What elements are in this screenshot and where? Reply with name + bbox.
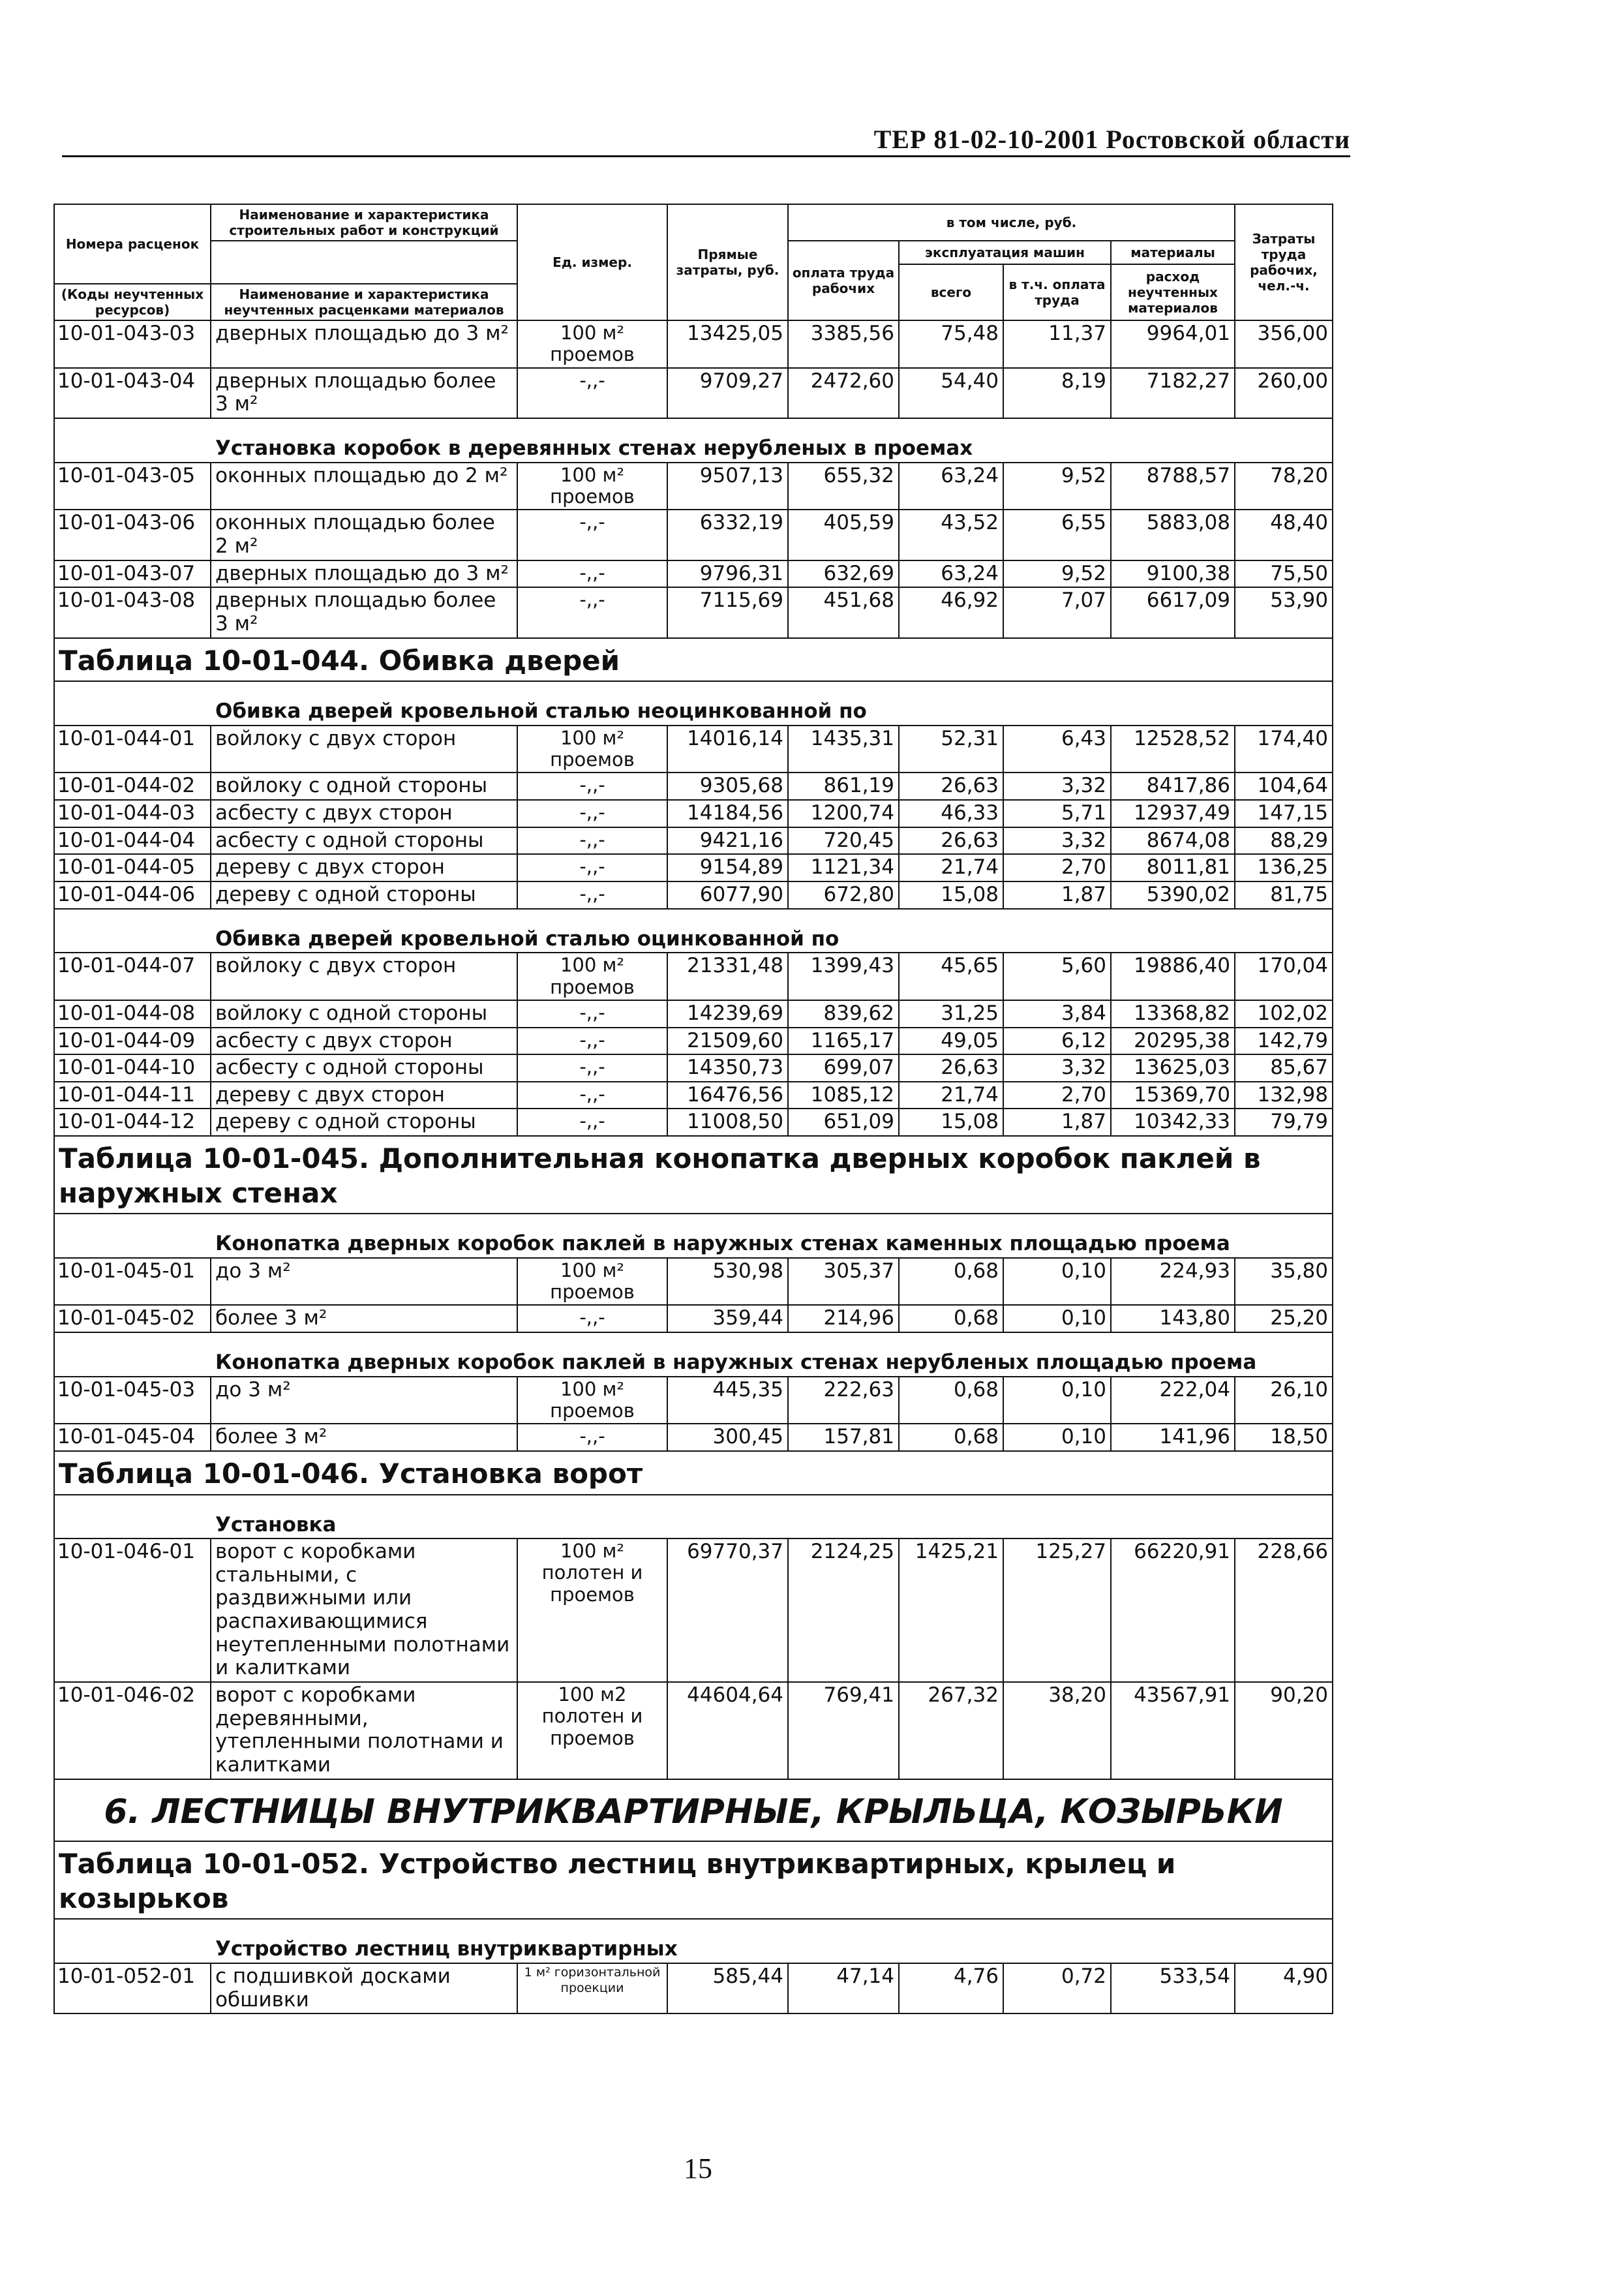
section-heading: [54, 681, 1333, 726]
machines-labor: 38,20: [1003, 1682, 1111, 1779]
machines-total: 21,74: [899, 854, 1003, 881]
materials-cost: 224,93: [1111, 1258, 1235, 1306]
direct-cost: 69770,37: [667, 1538, 788, 1682]
labor-cost: 405,59: [788, 510, 899, 560]
labor-hours: 142,79: [1235, 1028, 1333, 1055]
work-name: дверных площадью до 3 м²: [211, 320, 517, 368]
chapter-title: [54, 1779, 1333, 1842]
rate-code: 10-01-043-07: [54, 560, 211, 588]
unit: -,,-: [517, 1082, 667, 1109]
materials-cost: 13368,82: [1111, 1000, 1235, 1028]
materials-cost: 20295,38: [1111, 1028, 1235, 1055]
work-name: дверных площадью более 3 м²: [211, 368, 517, 418]
header-labor: оплата труда рабочих: [788, 241, 899, 320]
labor-hours: 78,20: [1235, 463, 1333, 510]
unit: 100 м² полотен и проемов: [517, 1538, 667, 1682]
table-row: [54, 800, 1333, 827]
work-name: ворот с коробками стальными, с раздвижными или распахивающимися неутепленными полотнами и калитками: [211, 1538, 517, 1682]
direct-cost: 11008,50: [667, 1109, 788, 1136]
materials-cost: 9964,01: [1111, 320, 1235, 368]
section-heading-text: Установка коробок в деревянных стенах нерубленых в проемах: [54, 418, 1333, 463]
labor-cost: 839,62: [788, 1000, 899, 1028]
table-row: [54, 587, 1333, 637]
materials-cost: 5390,02: [1111, 881, 1235, 909]
document-header-title: ТЕР 81-02-10-2001 Ростовской области: [873, 125, 1350, 154]
rate-code: 10-01-044-08: [54, 1000, 211, 1028]
machines-labor: 3,32: [1003, 1054, 1111, 1082]
header-code: [54, 204, 211, 284]
rate-code: 10-01-045-03: [54, 1377, 211, 1424]
machines-total: 49,05: [899, 1028, 1003, 1055]
machines-labor: 0,10: [1003, 1305, 1111, 1332]
header-rule: [62, 155, 1350, 157]
table-row: [54, 1377, 1333, 1424]
labor-cost: 214,96: [788, 1305, 899, 1332]
unit: -,,-: [517, 827, 667, 855]
work-name: дереву с двух сторон: [211, 1082, 517, 1109]
materials-cost: 12528,52: [1111, 726, 1235, 773]
machines-labor: 0,10: [1003, 1424, 1111, 1451]
table-row: [54, 1305, 1333, 1332]
table-row: [54, 1538, 1333, 1682]
materials-cost: 12937,49: [1111, 800, 1235, 827]
work-name: войлоку с двух сторон: [211, 726, 517, 773]
unit: 100 м2 полотен и проемов: [517, 1682, 667, 1779]
labor-hours: 75,50: [1235, 560, 1333, 588]
direct-cost: 9305,68: [667, 773, 788, 800]
materials-cost: 5883,08: [1111, 510, 1235, 560]
machines-labor: 2,70: [1003, 854, 1111, 881]
machines-total: 0,68: [899, 1258, 1003, 1306]
rate-code: 10-01-043-03: [54, 320, 211, 368]
unit: 100 м² проемов: [517, 463, 667, 510]
rate-code: 10-01-044-01: [54, 726, 211, 773]
machines-labor: 7,07: [1003, 587, 1111, 637]
materials-cost: 8011,81: [1111, 854, 1235, 881]
labor-hours: 26,10: [1235, 1377, 1333, 1424]
labor-hours: 170,04: [1235, 953, 1333, 1000]
header-machines-total: всего: [899, 264, 1003, 320]
table-row: [54, 726, 1333, 773]
machines-labor: 0,10: [1003, 1377, 1111, 1424]
work-name: оконных площадью более 2 м²: [211, 510, 517, 560]
section-heading-text: Установка: [54, 1495, 1333, 1539]
direct-cost: 14350,73: [667, 1054, 788, 1082]
materials-cost: 9100,38: [1111, 560, 1235, 588]
table-row: [54, 1424, 1333, 1451]
table-title: [54, 1136, 1333, 1214]
table-row: [54, 510, 1333, 560]
materials-cost: 10342,33: [1111, 1109, 1235, 1136]
labor-cost: 305,37: [788, 1258, 899, 1306]
rate-code: 10-01-044-05: [54, 854, 211, 881]
machines-total: 1425,21: [899, 1538, 1003, 1682]
machines-labor: 8,19: [1003, 368, 1111, 418]
table-row: [54, 1000, 1333, 1028]
materials-cost: 6617,09: [1111, 587, 1235, 637]
section-heading-text: Устройство лестниц внутриквартирных: [54, 1919, 1333, 1963]
labor-cost: 222,63: [788, 1377, 899, 1424]
labor-hours: 81,75: [1235, 881, 1333, 909]
table-title: [54, 638, 1333, 682]
table-title-text: Таблица 10-01-044. Обивка дверей: [54, 638, 1333, 682]
section-heading-text: Обивка дверей кровельной сталью оцинкованной по: [54, 909, 1333, 953]
table-row: [54, 1054, 1333, 1082]
rate-code: 10-01-044-02: [54, 773, 211, 800]
labor-hours: 4,90: [1235, 1963, 1333, 2013]
work-name: с подшивкой досками обшивки: [211, 1963, 517, 2013]
labor-cost: 672,80: [788, 881, 899, 909]
unit: 100 м² проемов: [517, 320, 667, 368]
labor-cost: 1399,43: [788, 953, 899, 1000]
direct-cost: 16476,56: [667, 1082, 788, 1109]
direct-cost: 21509,60: [667, 1028, 788, 1055]
section-heading: [54, 1919, 1333, 1963]
labor-cost: 651,09: [788, 1109, 899, 1136]
machines-labor: 125,27: [1003, 1538, 1111, 1682]
labor-cost: 632,69: [788, 560, 899, 588]
section-heading: [54, 1214, 1333, 1258]
machines-total: 0,68: [899, 1424, 1003, 1451]
header-code-bottom: (Коды неучтенных ресурсов): [54, 284, 211, 320]
direct-cost: 44604,64: [667, 1682, 788, 1779]
table-title: [54, 1841, 1333, 1919]
rate-code: 10-01-043-08: [54, 587, 211, 637]
rate-code: 10-01-044-09: [54, 1028, 211, 1055]
table-row: [54, 1109, 1333, 1136]
work-name: дереву с двух сторон: [211, 854, 517, 881]
materials-cost: 8674,08: [1111, 827, 1235, 855]
labor-cost: 1085,12: [788, 1082, 899, 1109]
unit: 1 м² горизонтальной проекции: [517, 1963, 667, 2013]
unit: -,,-: [517, 368, 667, 418]
machines-labor: 11,37: [1003, 320, 1111, 368]
machines-labor: 0,72: [1003, 1963, 1111, 2013]
unit: 100 м² проемов: [517, 1377, 667, 1424]
machines-labor: 5,71: [1003, 800, 1111, 827]
machines-labor: 1,87: [1003, 1109, 1111, 1136]
machines-labor: 3,84: [1003, 1000, 1111, 1028]
direct-cost: 14239,69: [667, 1000, 788, 1028]
unit: -,,-: [517, 881, 667, 909]
header-name-top-cont: [211, 241, 517, 284]
labor-cost: 3385,56: [788, 320, 899, 368]
labor-cost: 157,81: [788, 1424, 899, 1451]
rate-code: 10-01-045-01: [54, 1258, 211, 1306]
table-row: [54, 1682, 1333, 1779]
machines-total: 63,24: [899, 463, 1003, 510]
rate-code: 10-01-043-04: [54, 368, 211, 418]
labor-hours: 79,79: [1235, 1109, 1333, 1136]
header-name-bottom: Наименование и характеристика неучтенных расценками материалов: [211, 284, 517, 320]
machines-labor: 3,32: [1003, 773, 1111, 800]
labor-hours: 18,50: [1235, 1424, 1333, 1451]
rate-code: 10-01-043-05: [54, 463, 211, 510]
table-row: [54, 773, 1333, 800]
section-heading-text: Конопатка дверных коробок паклей в наружных стенах нерубленых площадью проема: [54, 1332, 1333, 1377]
unit: -,,-: [517, 560, 667, 588]
labor-hours: 136,25: [1235, 854, 1333, 881]
work-name: асбесту с двух сторон: [211, 800, 517, 827]
direct-cost: 6332,19: [667, 510, 788, 560]
work-name: дверных площадью более 3 м²: [211, 587, 517, 637]
machines-total: 26,63: [899, 827, 1003, 855]
direct-cost: 6077,90: [667, 881, 788, 909]
materials-cost: 533,54: [1111, 1963, 1235, 2013]
machines-total: 31,25: [899, 1000, 1003, 1028]
work-name: оконных площадью до 2 м²: [211, 463, 517, 510]
labor-hours: 53,90: [1235, 587, 1333, 637]
work-name: войлоку с одной стороны: [211, 773, 517, 800]
materials-cost: 222,04: [1111, 1377, 1235, 1424]
machines-total: 54,40: [899, 368, 1003, 418]
labor-hours: 102,02: [1235, 1000, 1333, 1028]
unit: -,,-: [517, 587, 667, 637]
header-machines-labor: в т.ч. оплата труда: [1003, 264, 1111, 320]
table-row: [54, 827, 1333, 855]
table-row: [54, 1028, 1333, 1055]
work-name: асбесту с одной стороны: [211, 827, 517, 855]
table-row: [54, 953, 1333, 1000]
machines-labor: 6,55: [1003, 510, 1111, 560]
materials-cost: 43567,91: [1111, 1682, 1235, 1779]
labor-hours: 104,64: [1235, 773, 1333, 800]
header-unit: Ед. измер.: [517, 204, 667, 320]
rate-code: 10-01-044-03: [54, 800, 211, 827]
header-materials: материалы: [1111, 241, 1235, 264]
unit: -,,-: [517, 1000, 667, 1028]
machines-labor: 3,32: [1003, 827, 1111, 855]
direct-cost: 300,45: [667, 1424, 788, 1451]
table-row: [54, 320, 1333, 368]
materials-cost: 19886,40: [1111, 953, 1235, 1000]
table-row: [54, 368, 1333, 418]
page-number: 15: [684, 2152, 712, 2184]
materials-cost: 8417,86: [1111, 773, 1235, 800]
machines-total: 75,48: [899, 320, 1003, 368]
header-machines: эксплуатация машин: [899, 241, 1111, 264]
table-row: [54, 560, 1333, 588]
section-heading: [54, 909, 1333, 953]
header-incl: в том числе, руб.: [788, 204, 1235, 241]
unit: -,,-: [517, 1109, 667, 1136]
machines-total: 0,68: [899, 1305, 1003, 1332]
direct-cost: 9154,89: [667, 854, 788, 881]
direct-cost: 359,44: [667, 1305, 788, 1332]
rate-code: 10-01-044-12: [54, 1109, 211, 1136]
direct-cost: 9796,31: [667, 560, 788, 588]
machines-labor: 6,12: [1003, 1028, 1111, 1055]
materials-cost: 141,96: [1111, 1424, 1235, 1451]
machines-labor: 9,52: [1003, 463, 1111, 510]
table-row: [54, 1963, 1333, 2013]
header-code-top: Номера расценок: [65, 236, 200, 252]
rate-code: 10-01-044-10: [54, 1054, 211, 1082]
work-name: более 3 м²: [211, 1305, 517, 1332]
labor-cost: 699,07: [788, 1054, 899, 1082]
machines-labor: 5,60: [1003, 953, 1111, 1000]
work-name: дверных площадью до 3 м²: [211, 560, 517, 588]
unit: -,,-: [517, 800, 667, 827]
unit: -,,-: [517, 510, 667, 560]
rate-code: 10-01-043-06: [54, 510, 211, 560]
work-name: до 3 м²: [211, 1377, 517, 1424]
labor-cost: 2472,60: [788, 368, 899, 418]
section-heading: [54, 418, 1333, 463]
table-title-text: Таблица 10-01-052. Устройство лестниц внутриквартирных, крылец и козырьков: [54, 1841, 1333, 1919]
materials-cost: 143,80: [1111, 1305, 1235, 1332]
rate-code: 10-01-044-11: [54, 1082, 211, 1109]
labor-hours: 132,98: [1235, 1082, 1333, 1109]
labor-cost: 655,32: [788, 463, 899, 510]
rate-code: 10-01-044-04: [54, 827, 211, 855]
table-row: [54, 1258, 1333, 1306]
machines-total: 46,33: [899, 800, 1003, 827]
machines-total: 45,65: [899, 953, 1003, 1000]
rate-code: 10-01-045-04: [54, 1424, 211, 1451]
work-name: ворот с коробками деревянными, утепленными полотнами и калитками: [211, 1682, 517, 1779]
table-title-text: Таблица 10-01-046. Установка ворот: [54, 1451, 1333, 1495]
work-name: дереву с одной стороны: [211, 1109, 517, 1136]
machines-labor: 6,43: [1003, 726, 1111, 773]
rate-code: 10-01-045-02: [54, 1305, 211, 1332]
unit: 100 м² проемов: [517, 726, 667, 773]
rate-code: 10-01-046-02: [54, 1682, 211, 1779]
direct-cost: 9421,16: [667, 827, 788, 855]
machines-labor: 2,70: [1003, 1082, 1111, 1109]
machines-total: 15,08: [899, 1109, 1003, 1136]
labor-cost: 769,41: [788, 1682, 899, 1779]
table-row: [54, 1082, 1333, 1109]
unit: -,,-: [517, 1305, 667, 1332]
materials-cost: 7182,27: [1111, 368, 1235, 418]
section-heading-text: Обивка дверей кровельной сталью неоцинкованной по: [54, 681, 1333, 726]
work-name: асбесту с одной стороны: [211, 1054, 517, 1082]
section-heading: [54, 1332, 1333, 1377]
machines-total: 4,76: [899, 1963, 1003, 2013]
header-workload: Затраты труда рабочих, чел.-ч.: [1235, 204, 1333, 320]
labor-hours: 90,20: [1235, 1682, 1333, 1779]
labor-hours: 260,00: [1235, 368, 1333, 418]
direct-cost: 14016,14: [667, 726, 788, 773]
machines-total: 267,32: [899, 1682, 1003, 1779]
machines-total: 26,63: [899, 773, 1003, 800]
unit: 100 м² проемов: [517, 953, 667, 1000]
table-body: [54, 320, 1333, 2013]
machines-total: 21,74: [899, 1082, 1003, 1109]
work-name: до 3 м²: [211, 1258, 517, 1306]
direct-cost: 585,44: [667, 1963, 788, 2013]
labor-cost: 1165,17: [788, 1028, 899, 1055]
header-direct: Прямые затраты, руб.: [667, 204, 788, 320]
table-row: [54, 854, 1333, 881]
labor-hours: 147,15: [1235, 800, 1333, 827]
work-name: асбесту с двух сторон: [211, 1028, 517, 1055]
unit: -,,-: [517, 1054, 667, 1082]
labor-cost: 720,45: [788, 827, 899, 855]
labor-cost: 1121,34: [788, 854, 899, 881]
table-row: [54, 463, 1333, 510]
machines-labor: 0,10: [1003, 1258, 1111, 1306]
direct-cost: 9709,27: [667, 368, 788, 418]
chapter-title-text: 6. ЛЕСТНИЦЫ ВНУТРИКВАРТИРНЫЕ, КРЫЛЬЦА, КОЗЫРЬКИ: [54, 1779, 1333, 1842]
unit: -,,-: [517, 1028, 667, 1055]
machines-labor: 1,87: [1003, 881, 1111, 909]
labor-cost: 861,19: [788, 773, 899, 800]
labor-hours: 35,80: [1235, 1258, 1333, 1306]
table-title: [54, 1451, 1333, 1495]
machines-total: 43,52: [899, 510, 1003, 560]
machines-total: 0,68: [899, 1377, 1003, 1424]
direct-cost: 445,35: [667, 1377, 788, 1424]
machines-total: 63,24: [899, 560, 1003, 588]
materials-cost: 8788,57: [1111, 463, 1235, 510]
unit: 100 м² проемов: [517, 1258, 667, 1306]
direct-cost: 14184,56: [667, 800, 788, 827]
direct-cost: 9507,13: [667, 463, 788, 510]
section-heading: [54, 1495, 1333, 1539]
machines-total: 52,31: [899, 726, 1003, 773]
unit: -,,-: [517, 773, 667, 800]
labor-cost: 1435,31: [788, 726, 899, 773]
direct-cost: 13425,05: [667, 320, 788, 368]
header-materials-unaccounted: расход неучтенных материалов: [1111, 264, 1235, 320]
direct-cost: 21331,48: [667, 953, 788, 1000]
section-heading-text: Конопатка дверных коробок паклей в наружных стенах каменных площадью проема: [54, 1214, 1333, 1258]
labor-hours: 85,67: [1235, 1054, 1333, 1082]
work-name: дереву с одной стороны: [211, 881, 517, 909]
header-name-top: Наименование и характеристика строительных работ и конструкций: [211, 204, 517, 241]
labor-cost: 47,14: [788, 1963, 899, 2013]
machines-labor: 9,52: [1003, 560, 1111, 588]
rate-code: 10-01-046-01: [54, 1538, 211, 1682]
rate-code: 10-01-044-06: [54, 881, 211, 909]
table-title-text: Таблица 10-01-045. Дополнительная конопатка дверных коробок паклей в наружных стенах: [54, 1136, 1333, 1214]
labor-hours: 228,66: [1235, 1538, 1333, 1682]
rate-code: 10-01-052-01: [54, 1963, 211, 2013]
unit: -,,-: [517, 854, 667, 881]
table-header: [54, 204, 1333, 320]
machines-total: 26,63: [899, 1054, 1003, 1082]
unit: -,,-: [517, 1424, 667, 1451]
materials-cost: 13625,03: [1111, 1054, 1235, 1082]
rate-code: 10-01-044-07: [54, 953, 211, 1000]
rates-table: [53, 204, 1333, 2014]
direct-cost: 530,98: [667, 1258, 788, 1306]
work-name: более 3 м²: [211, 1424, 517, 1451]
work-name: войлоку с двух сторон: [211, 953, 517, 1000]
direct-cost: 7115,69: [667, 587, 788, 637]
labor-cost: 451,68: [788, 587, 899, 637]
labor-cost: 2124,25: [788, 1538, 899, 1682]
materials-cost: 66220,91: [1111, 1538, 1235, 1682]
materials-cost: 15369,70: [1111, 1082, 1235, 1109]
work-name: войлоку с одной стороны: [211, 1000, 517, 1028]
machines-total: 15,08: [899, 881, 1003, 909]
labor-hours: 25,20: [1235, 1305, 1333, 1332]
labor-hours: 88,29: [1235, 827, 1333, 855]
machines-total: 46,92: [899, 587, 1003, 637]
labor-hours: 48,40: [1235, 510, 1333, 560]
labor-cost: 1200,74: [788, 800, 899, 827]
table-row: [54, 881, 1333, 909]
labor-hours: 356,00: [1235, 320, 1333, 368]
labor-hours: 174,40: [1235, 726, 1333, 773]
